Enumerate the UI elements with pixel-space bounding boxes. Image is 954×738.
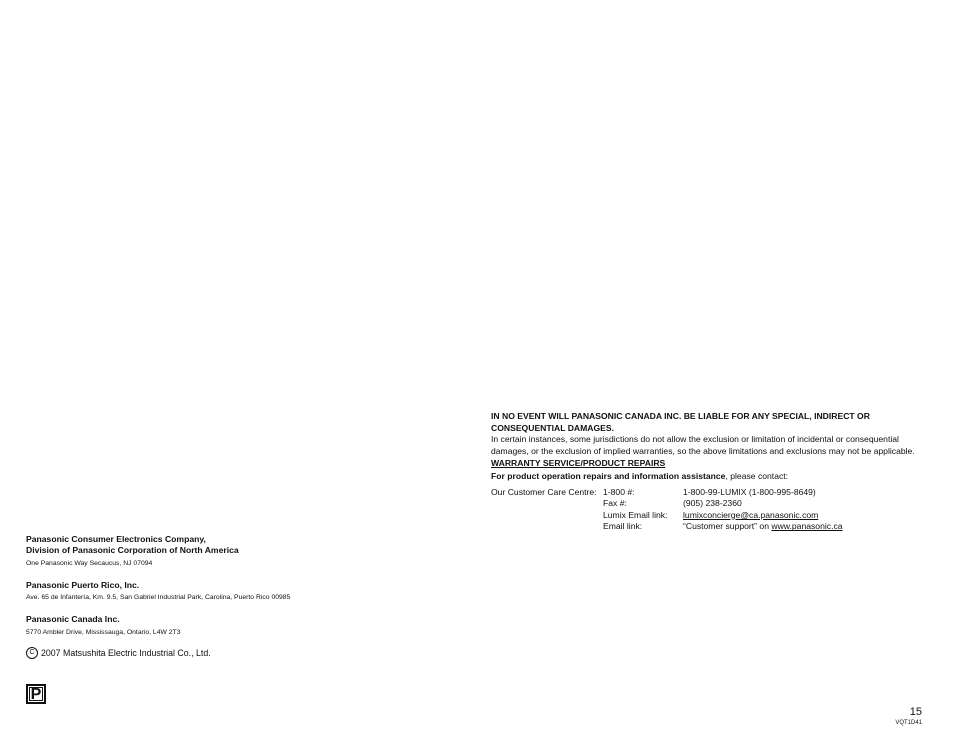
contact-row-email — [491, 521, 931, 533]
service-heading: WARRANTY SERVICE/PRODUCT REPAIRS — [491, 458, 666, 469]
company-name: Panasonic Puerto Rico, Inc. — [26, 579, 140, 590]
liability-disclaimer-body: In certain instances, some jurisdictions do not allow the exclusion or limitation of incidental or consequential damages, or the exclusion of implied warranties, so the above limitations and exclusions may not be applicable. — [491, 434, 915, 456]
contact-phone-label: 1-800 #: — [603, 486, 635, 497]
contact-row-lumix-email — [491, 510, 931, 522]
company-address: One Panasonic Way Secaucus, NJ 07094 — [26, 559, 153, 567]
lumix-email-link[interactable]: lumixconcierge@ca.panasonic.com — [683, 509, 819, 520]
contact-table — [491, 487, 931, 533]
contact-email-value: “Customer support” on www.panasonic.ca — [683, 521, 843, 532]
copyright-line — [26, 647, 446, 659]
liability-disclaimer-heading: IN NO EVENT WILL PANASONIC CANADA INC. BE LIABLE FOR ANY SPECIAL, INDIRECT OR CONSEQUENTIAL DAMAGES. — [491, 411, 870, 433]
contact-email-label: Email link: — [603, 521, 643, 532]
contact-row-phone — [491, 487, 931, 499]
company-address: Ave. 65 de Infantería, Km. 9.5, San Gabriel Industrial Park, Carolina, Puerto Rico 00985 — [26, 594, 291, 602]
service-subheading-rest: , please contact: — [725, 470, 789, 481]
panasonic-website-link[interactable]: www.panasonic.ca — [771, 521, 843, 532]
contact-lumix-email-label: Lumix Email link: — [603, 509, 668, 520]
page-number: 15 — [909, 706, 922, 718]
company-block-puerto-rico — [26, 580, 446, 603]
company-name: Panasonic Canada Inc. — [26, 614, 120, 625]
service-subheading — [491, 471, 931, 483]
p-mark-icon: P — [26, 684, 46, 704]
contact-row-fax — [491, 498, 931, 510]
document-code: VQT1D41 — [895, 720, 922, 726]
contact-fax-value: (905) 238-2360 — [683, 498, 742, 509]
company-address: 5770 Ambler Drive, Mississauga, Ontario, L4W 2T3 — [26, 629, 181, 637]
service-subheading-bold: For product operation repairs and information assistance — [491, 470, 726, 481]
contact-centre-label: Our Customer Care Centre: — [491, 486, 597, 497]
company-block-canada — [26, 614, 446, 637]
company-name: Panasonic Consumer Electronics Company, — [26, 534, 206, 544]
company-division: Division of Panasonic Corporation of North America — [26, 544, 239, 555]
contact-fax-label: Fax #: — [603, 498, 627, 509]
contact-phone-value: 1-800-99-LUMIX (1-800-995-8649) — [683, 486, 816, 497]
company-block-north-america — [26, 534, 446, 568]
company-addresses — [26, 534, 446, 659]
copyright-text: 2007 Matsushita Electric Industrial Co., Ltd. — [41, 648, 211, 659]
copyright-icon: C — [26, 647, 38, 659]
warranty-section — [491, 411, 931, 533]
